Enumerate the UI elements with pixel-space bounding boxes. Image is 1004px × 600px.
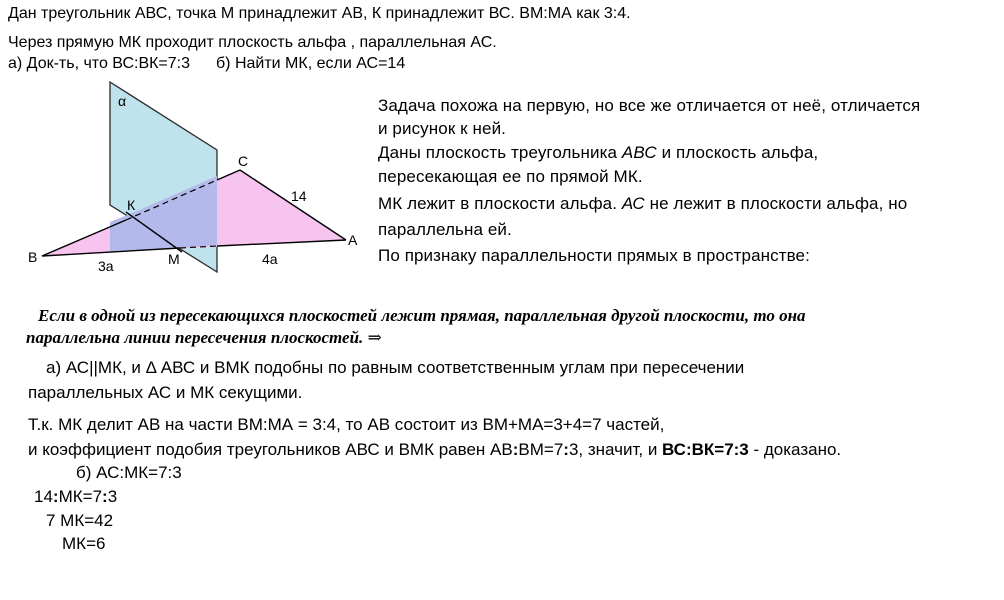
task-b: б) Найти МК, если АС=14	[216, 55, 406, 72]
solution-a-line2: параллельных АС и МК секущими.	[28, 383, 303, 402]
label-m: М	[168, 251, 180, 267]
solution-b-line2: 14:МК=7:3	[34, 487, 118, 506]
solution-b-answer: МК=6	[62, 534, 106, 553]
solution-b-line3: 7 МК=42	[46, 511, 114, 530]
explanation-line2: и рисунок к ней.	[378, 119, 506, 138]
label-a: А	[348, 232, 358, 248]
theorem-line1: Если в одной из пересекающихся плоскостей лежит прямая, параллельная другой плоскости, то она	[38, 306, 806, 325]
theorem-line2: параллельна линии пересечения плоскостей. ⇒	[26, 328, 382, 347]
label-k: К	[127, 197, 136, 213]
solution-a-line1: а) АС||МК, и Δ АВС и ВМК подобны по равным соответственным углам при пересечении	[46, 358, 745, 377]
explanation-line6: параллельна ей.	[378, 220, 512, 239]
solution-ratio-line2: и коэффициент подобия треугольников АВС и ВМК равен АВ:ВМ=7:3, значит, и ВС:ВК=7:3 - доказано.	[28, 440, 842, 459]
explanation-line3: Даны плоскость треугольника АВС и плоскость альфа,	[378, 143, 819, 162]
solution-b-line1: б) АС:МК=7:3	[76, 463, 182, 482]
explanation-line7: По признаку параллельности прямых в пространстве:	[378, 246, 810, 265]
label-c: С	[238, 153, 249, 169]
label-b: В	[28, 249, 38, 265]
explanation-line5: МК лежит в плоскости альфа. АС не лежит в плоскости альфа, но	[378, 194, 908, 213]
problem-statement-line1: Дан треугольник АВС, точка М принадлежит АВ, К принадлежит ВС. ВМ:МА как 3:4.	[8, 5, 631, 22]
task-a: а) Док-ть, что ВС:ВК=7:3	[8, 55, 191, 72]
problem-statement-line2: Через прямую МК проходит плоскость альфа , параллельная АС.	[8, 34, 497, 51]
solution-ratio-line1: Т.к. МК делит АВ на части ВМ:МА = 3:4, то АВ состоит из ВМ+МА=3+4=7 частей,	[28, 415, 665, 434]
label-ac-length: 14	[291, 188, 307, 204]
explanation-line4: пересекающая ее по прямой МК.	[378, 167, 643, 186]
label-alpha: α	[118, 93, 127, 109]
implies-arrow: ⇒	[367, 328, 382, 347]
proved-ratio: ВС:ВК=7:3	[662, 440, 749, 459]
explanation-line1: Задача похожа на первую, но все же отличается от неё, отличается	[378, 96, 921, 115]
label-ma-length: 4а	[262, 251, 278, 267]
label-bm-length: 3а	[98, 258, 114, 274]
